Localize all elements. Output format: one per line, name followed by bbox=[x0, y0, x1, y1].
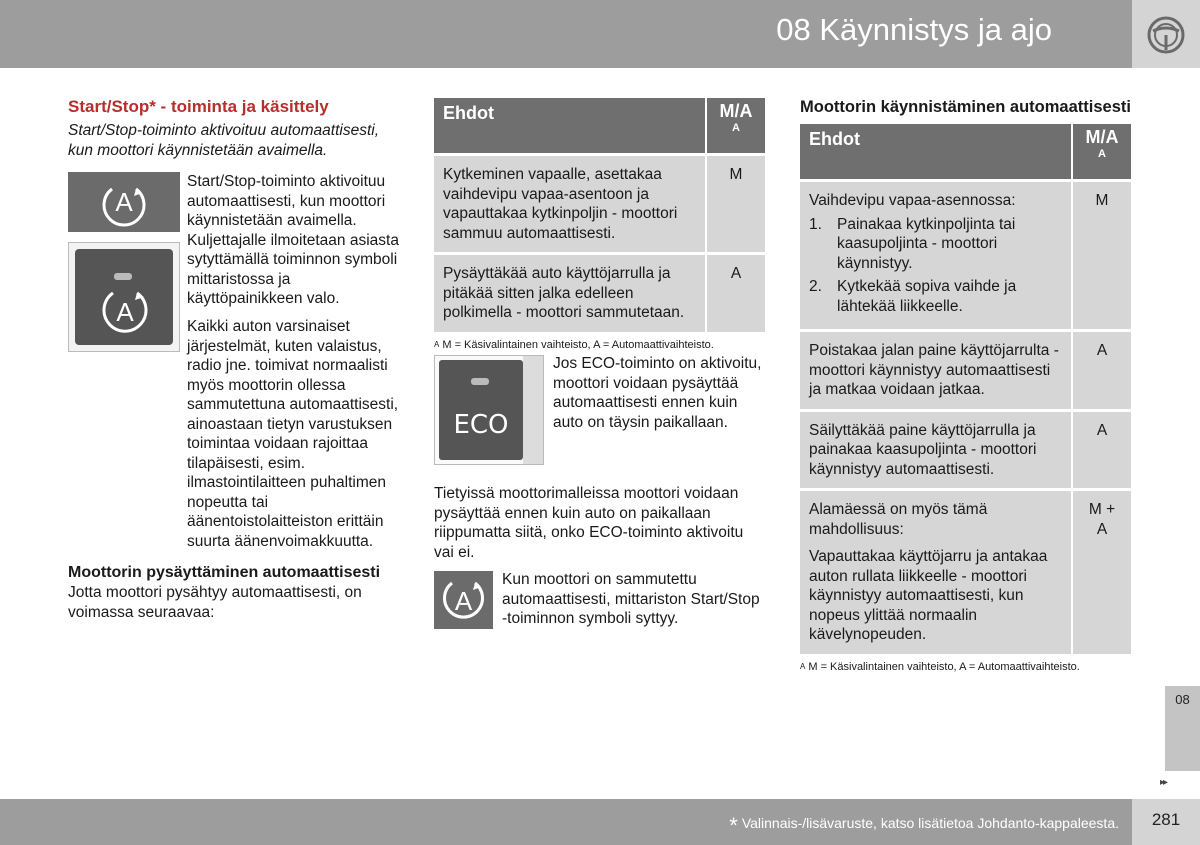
table-row: Alamäessä on myös tämä mahdollisuus: Vapauttakaa käyttöjarru ja antakaa auton rullata liikkeelle - moottori käynnistyy automaattisesti, kun nopeus ylittää normaalin kävelynopeuden. M + A bbox=[800, 491, 1131, 654]
header-icon-box bbox=[1132, 0, 1200, 68]
button-led bbox=[114, 273, 132, 280]
footer-note: * Valinnais-/lisävaruste, katso lisätietoa Johdanto-kappaleesta. bbox=[729, 813, 1119, 838]
auto-symbol-small-image bbox=[434, 571, 493, 629]
table-header-ma: M/A A bbox=[707, 98, 765, 153]
paragraph-1: Start/Stop-toiminto aktivoituu automaattisesti, kun moottori käynnistetään avaimella. Kuljettajalle ilmoitetaan asiasta sytyttämällä toiminnon symboli mittaristossa ja käyttöpainikkeen valo. bbox=[187, 173, 399, 307]
list-item: 1. Painakaa kytkinpoljinta tai kaasupoljinta - moottori käynnistyy. bbox=[809, 215, 1016, 272]
svg-text:A: A bbox=[116, 297, 134, 327]
stop-conditions-table bbox=[434, 95, 765, 335]
right-heading: Moottorin käynnistäminen automaattisesti bbox=[800, 98, 1131, 116]
svg-text:A: A bbox=[454, 586, 473, 616]
chapter-tab[interactable]: 08 bbox=[1165, 686, 1200, 771]
continue-arrows-icon: ▸▸ bbox=[1160, 777, 1167, 788]
eco-button-image bbox=[434, 355, 544, 465]
table-footnote: $^A$ M = Käsivalintainen vaihteisto, A = Automaattivaihteisto. bbox=[434, 338, 714, 351]
table-row: Kytkeminen vapaalle, asettakaa vaihdevipu vapaa-asentoon ja vapauttakaa kytkinpoljin - moottori sammuu automaattisesti. M bbox=[434, 156, 765, 252]
steering-wheel-icon bbox=[1147, 16, 1185, 54]
table-header-conditions: Ehdot bbox=[434, 98, 707, 153]
header-bar bbox=[0, 0, 1132, 68]
svg-text:A: A bbox=[115, 187, 133, 217]
symbol-text-block bbox=[502, 570, 767, 629]
auto-start-stop-icon bbox=[434, 571, 493, 629]
footer-bar bbox=[0, 799, 1132, 845]
eco-text-block bbox=[553, 354, 765, 432]
auto-start-stop-icon bbox=[68, 172, 180, 232]
table-row: Vaihdevipu vapaa-asennossa: 1. Painakaa kytkinpoljinta tai kaasupoljinta - moottori käynnistyy. 2. Kytkekää sopiva vaihde ja lähtekää liikkeelle. M bbox=[800, 182, 1131, 329]
left-column bbox=[68, 96, 403, 160]
paragraph-3: Jotta moottori pysähtyy automaattisesti, on voimassa seuraavaa: bbox=[68, 584, 362, 621]
page-number-box bbox=[1132, 799, 1200, 845]
middle-column bbox=[434, 95, 765, 352]
table-header-conditions: Ehdot bbox=[800, 124, 1073, 179]
list-item: 2. Kytkekää sopiva vaihde ja lähtekää liikkeelle. bbox=[809, 278, 1017, 315]
chapter-title: 08 Käynnistys ja ajo bbox=[776, 12, 1052, 47]
subheading-stop: Moottorin pysäyttäminen automaattisesti bbox=[68, 564, 381, 581]
left-lower bbox=[68, 317, 403, 622]
table-header-ma: M/A A bbox=[1073, 124, 1131, 179]
eco-label: ECO bbox=[453, 410, 509, 440]
eco-text: Jos ECO-toiminto on aktivoitu, moottori voidaan pysäyttää automaattisesti ennen kuin auto on täysin paikallaan. bbox=[553, 355, 762, 431]
table-footnote: $^A$ M = Käsivalintainen vaihteisto, A = Automaattivaihteisto. bbox=[800, 660, 1080, 673]
paragraph-2: Kaikki auton varsinaiset järjestelmät, kuten valaistus, radio jne. toimivat normaalisti myös moottorin ollessa sammutettuna automaattisesti, ainoastaan tietyn varustuksen toimintaa voidaan rajoittaa tilapäisesti, esim. ilmastointilaitteen puhaltimen nopeutta tai äänentoistolaitteiston erittäin suurta äänenvoimakkuutta. bbox=[187, 318, 399, 550]
steps-list bbox=[809, 215, 1061, 317]
table-row: Säilyttäkää paine käyttöjarrulla ja painakaa kaasupoljinta - moottori käynnistyy automaattisesti. A bbox=[800, 412, 1131, 489]
start-conditions-table bbox=[800, 121, 1131, 657]
intro-text: Start/Stop-toiminto aktivoituu automaattisesti, kun moottori käynnistetään avaimella. bbox=[68, 122, 380, 159]
button-led bbox=[471, 378, 489, 385]
section-heading: Start/Stop* - toiminta ja käsittely bbox=[68, 97, 329, 116]
page-number: 281 bbox=[1151, 810, 1181, 829]
middle-para bbox=[434, 484, 767, 562]
table-row: Pysäyttäkää auto käyttöjarrulla ja pitäkää sitten jalka edelleen polkimella - moottori sammutetaan. A bbox=[434, 255, 765, 332]
right-column bbox=[800, 97, 1131, 674]
table-row: Poistakaa jalan paine käyttöjarrulta - moottori käynnistyy automaattisesti ja matkaa voidaan jatkaa. A bbox=[800, 332, 1131, 409]
engine-models-text: Tietyissä moottorimalleissa moottori voidaan pysäyttää ennen kuin auto on paikallaan riippumatta siitä, onko ECO-toiminto aktivoitu vai ei. bbox=[434, 485, 744, 561]
auto-symbol-image bbox=[68, 172, 180, 232]
left-para1 bbox=[187, 172, 401, 309]
symbol-text: Kun moottori on sammutettu automaattisesti, mittariston Start/Stop -toiminnon symboli syttyy. bbox=[502, 571, 760, 627]
